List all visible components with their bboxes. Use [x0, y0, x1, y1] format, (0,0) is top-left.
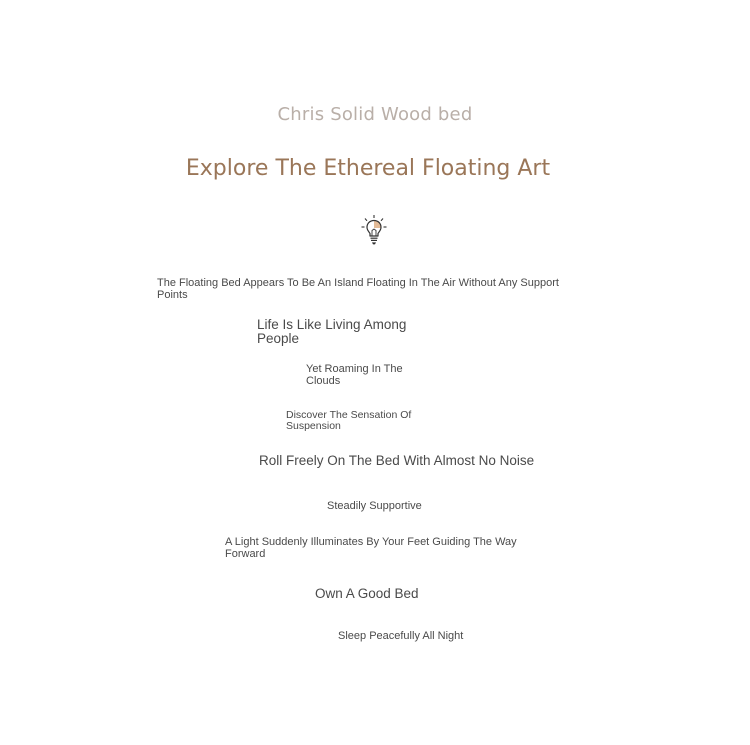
feature-line-roll-freely: Roll Freely On The Bed With Almost No Noise [259, 453, 535, 468]
feature-line-own-good-bed: Own A Good Bed [315, 586, 419, 601]
feature-line-light-illuminates: A Light Suddenly Illuminates By Your Feet Guiding The Way Forward [225, 536, 517, 560]
feature-line-sleep-peacefully: Sleep Peacefully All Night [338, 630, 464, 642]
feature-line-floating-island: The Floating Bed Appears To Be An Island Floating In The Air Without Any Support Points [157, 277, 559, 301]
lightbulb-icon [359, 214, 389, 248]
feature-line-living-among-people: Life Is Like Living Among People [257, 317, 407, 347]
feature-line-suspension: Discover The Sensation Of Suspension [286, 409, 412, 433]
product-subtitle: Chris Solid Wood bed [277, 104, 473, 125]
page-title: Explore The Ethereal Floating Art [185, 156, 551, 181]
feature-line-supportive: Steadily Supportive [327, 500, 422, 512]
feature-line-roaming-clouds: Yet Roaming In The Clouds [306, 363, 403, 387]
